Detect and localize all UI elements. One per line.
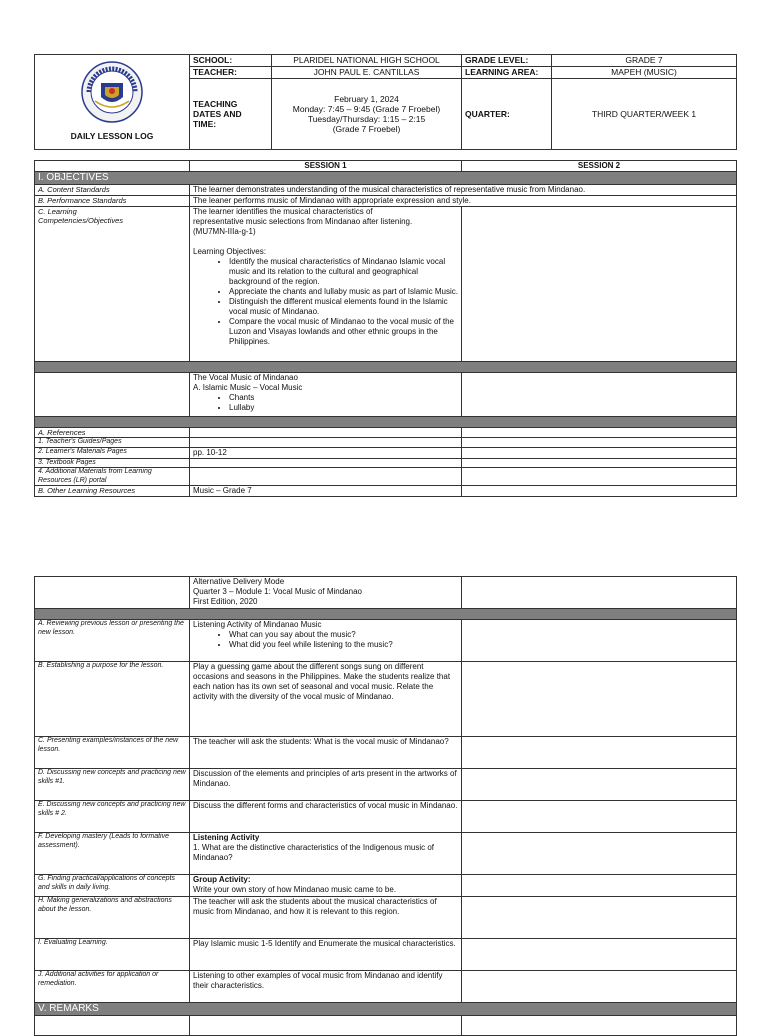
additional-materials-label: [35, 468, 190, 486]
performance-standards-text: The leaner performs music of Mindanao with appropriate expression and style.: [190, 196, 737, 207]
adm-line: First Edition, 2020: [193, 597, 258, 606]
additional-materials-line: Resources (LR) portal: [38, 476, 107, 484]
adm-cell: [190, 577, 462, 609]
header-table: [34, 54, 737, 150]
other-resources-value: Music – Grade 7: [190, 486, 462, 497]
procedure-c-text: The teacher will ask the students: What is the vocal music of Mindanao?: [190, 737, 462, 769]
area-label: LEARNING AREA:: [462, 67, 552, 79]
dates-label-line: TEACHING: [193, 99, 238, 109]
list-item: • Appreciate the chants and lullaby music as part of Islamic Music.: [229, 287, 458, 297]
competencies-text: [190, 207, 462, 362]
dates-label-line: TIME:: [193, 119, 217, 129]
teacher-guides-label: 1. Teacher's Guides/Pages: [35, 438, 190, 448]
log-title: DAILY LESSON LOG: [70, 131, 154, 141]
procedure-b-text: Play a guessing game about the different songs sung on different occasions and seasons in the Philippines. Make the students realize that each nation has its own set of seasonal and vocal music. Relate the activity with the diversity of the vocal music of Mindanao.: [190, 662, 462, 737]
other-resources-label: B. Other Learning Resources: [35, 486, 190, 497]
content-list: [193, 393, 458, 413]
procedure-d-label: D. Discussing new concepts and practicing new skills #1.: [35, 769, 190, 801]
session-2-cell: [462, 207, 737, 362]
grade-value: GRADE 7: [552, 55, 737, 67]
session-2-cell: [462, 373, 737, 417]
objectives-section-title: I. OBJECTIVES: [35, 172, 737, 185]
procedure-e-text: Discuss the different forms and characteristics of vocal music in Mindanao.: [190, 801, 462, 833]
competencies-label-line: C. Learning: [38, 207, 77, 216]
procedure-j-text: Listening to other examples of vocal music from Mindanao and identify their characteristics.: [190, 971, 462, 1003]
dates-line: (Grade 7 Froebel): [332, 124, 401, 134]
procedure-g-text: [190, 875, 462, 897]
content-line: The Vocal Music of Mindanao: [193, 373, 298, 382]
procedure-a-text: [190, 620, 462, 662]
competency-code: (MU7MN-IIIa-g-1): [193, 227, 256, 236]
adm-line: Quarter 3 – Module 1: Vocal Music of Mindanao: [193, 587, 362, 596]
list-item: • What can you say about the music?: [229, 630, 458, 640]
learning-objectives-list: [193, 257, 458, 347]
procedure-i-text: Play Islamic music 1-5 Identify and Enumerate the musical characteristics.: [190, 939, 462, 971]
school-value: PLARIDEL NATIONAL HIGH SCHOOL: [272, 55, 462, 67]
procedure-h-label: H. Making generalizations and abstractions about the lesson.: [35, 897, 190, 939]
procedure-g-label: G. Finding practical/applications of concepts and skills in daily living.: [35, 875, 190, 897]
procedure-c-label: C. Presenting examples/instances of the new lesson.: [35, 737, 190, 769]
quarter-value: THIRD QUARTER/WEEK 1: [552, 79, 737, 150]
content-line: A. Islamic Music – Vocal Music: [193, 383, 303, 392]
lesson-table-page1: [34, 160, 737, 497]
procedure-f-label: F. Developing mastery (Leads to formative assessment).: [35, 833, 190, 875]
procedure-j-label: J. Additional activities for application or remediation.: [35, 971, 190, 1003]
procedure-e-label: E. Discussing new concepts and practicing new skills # 2.: [35, 801, 190, 833]
remarks-section-title: V. REMARKS: [35, 1003, 737, 1016]
competency-line: representative music selections from Mindanao after listening.: [193, 217, 413, 226]
grade-label: GRADE LEVEL:: [462, 55, 552, 67]
session-1-header: SESSION 1: [190, 161, 462, 172]
list-item: • Identify the musical characteristics of Mindanao Islamic vocal music and its relation to the cultural and geographical background of the region.: [229, 257, 458, 287]
performance-standards-label: B. Performance Standards: [35, 196, 190, 207]
references-label: A. References: [35, 428, 190, 438]
learner-materials-value: pp. 10-12: [190, 447, 462, 458]
list-item: • Distinguish the different musical elements found in the Islamic vocal music of Mindanao.: [229, 297, 458, 317]
learning-objectives-title: Learning Objectives:: [193, 247, 266, 256]
adm-line: Alternative Delivery Mode: [193, 577, 285, 586]
procedure-f-body: 1. What are the distinctive characteristics of the Indigenous music of Mindanao?: [193, 843, 435, 862]
section-divider: [35, 609, 737, 620]
procedure-g-body: Write your own story of how Mindanao music came to be.: [193, 885, 397, 894]
procedure-h-text: The teacher will ask the students about the musical characteristics of music from Mindanao, and how it is relevant to this region.: [190, 897, 462, 939]
competency-line: The learner identifies the musical characteristics of: [193, 207, 373, 216]
learner-materials-label: 2. Learner's Materials Pages: [35, 447, 190, 458]
procedure-a-list: [193, 630, 458, 650]
dates-value: [272, 79, 462, 150]
quarter-label: QUARTER:: [462, 79, 552, 150]
school-label: SCHOOL:: [190, 55, 272, 67]
list-item: • Lullaby: [229, 403, 458, 413]
content-standards-text: The learner demonstrates understanding of the musical characteristics of representative music from Mindanao.: [190, 185, 737, 196]
session-2-header: SESSION 2: [462, 161, 737, 172]
textbook-pages-label: 3. Textbook Pages: [35, 458, 190, 468]
procedure-f-title: Listening Activity: [193, 833, 260, 842]
dates-label-line: DATES AND: [193, 109, 242, 119]
procedure-a-label: A. Reviewing previous lesson or presenting the new lesson.: [35, 620, 190, 662]
teacher-value: JOHN PAUL E. CANTILLAS: [272, 67, 462, 79]
procedure-i-label: I. Evaluating Learning.: [35, 939, 190, 971]
procedure-f-text: [190, 833, 462, 875]
procedure-g-title: Group Activity:: [193, 875, 251, 884]
list-item: • Chants: [229, 393, 458, 403]
list-item: • What did you feel while listening to the music?: [229, 640, 458, 650]
additional-materials-line: 4. Additional Materials from Learning: [38, 468, 152, 475]
dates-line: Tuesday/Thursday: 1:15 – 2:15: [307, 114, 426, 124]
lesson-table-page2: [34, 576, 737, 1036]
procedure-b-label: B. Establishing a purpose for the lesson.: [35, 662, 190, 737]
dates-label: [190, 79, 272, 150]
deped-seal-logo: [81, 61, 143, 123]
competencies-label: [35, 207, 190, 362]
section-divider: [35, 417, 737, 428]
section-divider: [35, 362, 737, 373]
teacher-label: TEACHER:: [190, 67, 272, 79]
logo-cell: [35, 55, 190, 150]
procedure-a-title: Listening Activity of Mindanao Music: [193, 620, 322, 629]
procedure-d-text: Discussion of the elements and principles of arts present in the artworks of Mindanao.: [190, 769, 462, 801]
dates-line: Monday: 7:45 – 9:45 (Grade 7 Froebel): [292, 104, 441, 114]
content-cell: [190, 373, 462, 417]
list-item: • Compare the vocal music of Mindanao to the vocal music of the Luzon and Visayas lowlands and other ethnic groups in the Philippines.: [229, 317, 458, 347]
competencies-label-line: Competencies/Objectives: [38, 216, 124, 225]
content-standards-label: A. Content Standards: [35, 185, 190, 196]
area-value: MAPEH (MUSIC): [552, 67, 737, 79]
empty-cell: [35, 373, 190, 417]
dates-line: February 1, 2024: [334, 94, 399, 104]
